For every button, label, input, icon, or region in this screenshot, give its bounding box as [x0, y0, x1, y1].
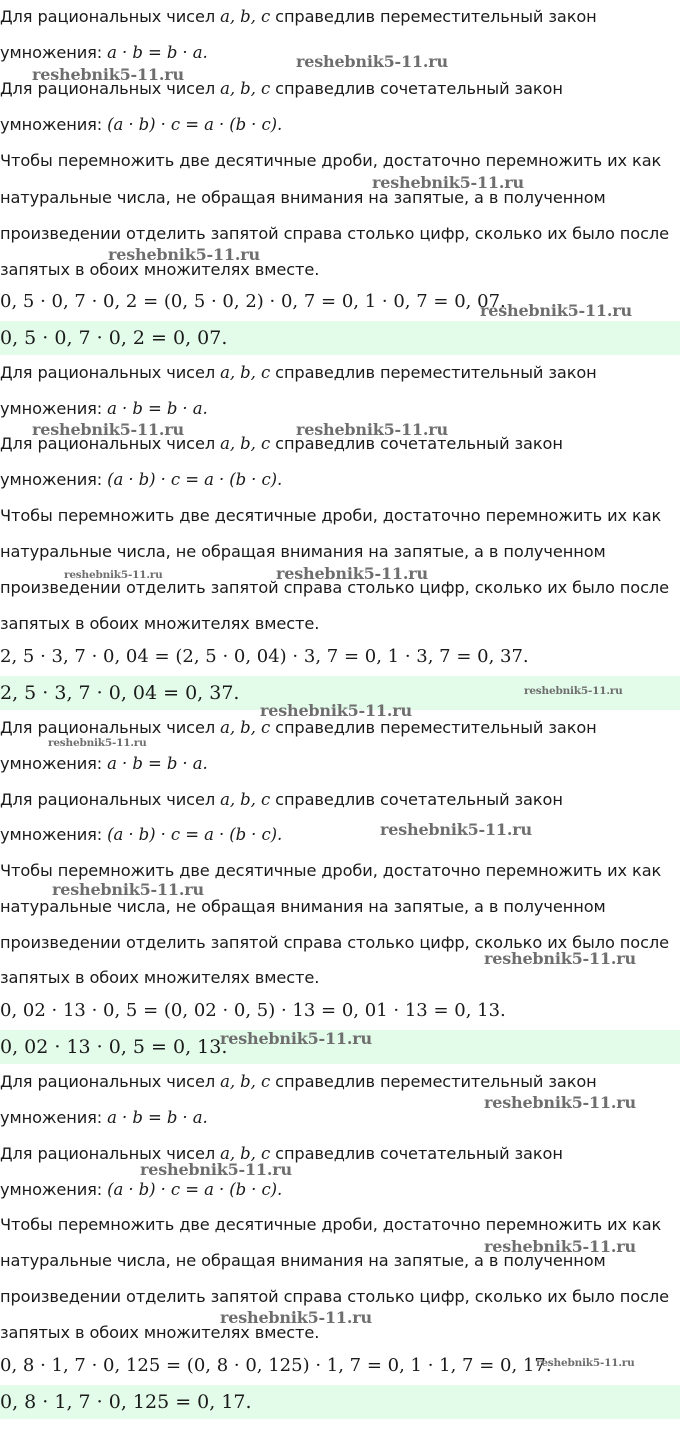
- watermark: reshebnik5-11.ru: [536, 1357, 635, 1369]
- solution-formula: 0, 8 · 1, 7 · 0, 125 = (0, 8 · 0, 125) · 1, 7 = 0, 1 · 1, 7 = 0, 17.: [0, 1355, 552, 1376]
- decimal-rule-line-3: произведении отделить запятой справа столько цифр, сколько их было после: [0, 1287, 669, 1306]
- watermark: reshebnik5-11.ru: [484, 1093, 636, 1112]
- rule-associative-formula-line: умножения: (a · b) · c = a · (b · c).: [0, 115, 283, 134]
- watermark: reshebnik5-11.ru: [52, 880, 204, 899]
- decimal-rule-line-1: Чтобы перемножить две десятичные дроби, достаточно перемножить их как: [0, 1215, 662, 1234]
- decimal-rule-line-1: Чтобы перемножить две десятичные дроби, достаточно перемножить их как: [0, 151, 662, 170]
- watermark: reshebnik5-11.ru: [296, 420, 448, 439]
- rule-associative-line: Для рациональных чисел a, b, c справедлив сочетательный закон: [0, 79, 563, 98]
- rule-associative-line: Для рациональных чисел a, b, c справедлив сочетательный закон: [0, 1144, 563, 1163]
- decimal-rule-line-3: произведении отделить запятой справа столько цифр, сколько их было после: [0, 224, 669, 243]
- watermark: reshebnik5-11.ru: [372, 173, 524, 192]
- answer-box: 2, 5 · 3, 7 · 0, 04 = 0, 37.: [0, 676, 680, 710]
- decimal-rule-line-2: натуральные числа, не обращая внимания на запятые, а в полученном: [0, 897, 606, 916]
- decimal-rule-line-3: произведении отделить запятой справа столько цифр, сколько их было после: [0, 933, 669, 952]
- rule-associative-formula-line: умножения: (a · b) · c = a · (b · c).: [0, 825, 283, 844]
- decimal-rule-line-1: Чтобы перемножить две десятичные дроби, достаточно перемножить их как: [0, 506, 662, 525]
- answer-box: 0, 5 · 0, 7 · 0, 2 = 0, 07.: [0, 321, 680, 355]
- decimal-rule-line-1: Чтобы перемножить две десятичные дроби, достаточно перемножить их как: [0, 861, 662, 880]
- watermark: reshebnik5-11.ru: [140, 1160, 292, 1179]
- decimal-rule-line-2: натуральные числа, не обращая внимания на запятые, а в полученном: [0, 542, 606, 561]
- rule-associative-line: Для рациональных чисел a, b, c справедлив сочетательный закон: [0, 790, 563, 809]
- watermark: reshebnik5-11.ru: [48, 737, 147, 749]
- rule-commutative-formula-line: умножения: a · b = b · a.: [0, 43, 208, 62]
- watermark: reshebnik5-11.ru: [484, 949, 636, 968]
- answer-box: 0, 02 · 13 · 0, 5 = 0, 13.: [0, 1030, 680, 1064]
- decimal-rule-line-4: запятых в обоих множителях вместе.: [0, 968, 320, 987]
- rule-associative-formula-line: умножения: (a · b) · c = a · (b · c).: [0, 470, 283, 489]
- watermark: reshebnik5-11.ru: [220, 1308, 372, 1327]
- watermark: reshebnik5-11.ru: [480, 301, 632, 320]
- rule-commutative-formula-line: умножения: a · b = b · a.: [0, 754, 208, 773]
- rule-commutative-line: Для рациональных чисел a, b, c справедлив переместительный закон: [0, 363, 597, 382]
- decimal-rule-line-3: произведении отделить запятой справа столько цифр, сколько их было после: [0, 578, 669, 597]
- rule-commutative-formula-line: умножения: a · b = b · a.: [0, 1108, 208, 1127]
- decimal-rule-line-4: запятых в обоих множителях вместе.: [0, 260, 320, 279]
- rule-commutative-line: Для рациональных чисел a, b, c справедлив переместительный закон: [0, 1072, 597, 1091]
- rule-associative-line: Для рациональных чисел a, b, c справедлив сочетательный закон: [0, 434, 563, 453]
- watermark: reshebnik5-11.ru: [32, 420, 184, 439]
- decimal-rule-line-2: натуральные числа, не обращая внимания на запятые, а в полученном: [0, 188, 606, 207]
- decimal-rule-line-4: запятых в обоих множителях вместе.: [0, 614, 320, 633]
- watermark: reshebnik5-11.ru: [380, 820, 532, 839]
- decimal-rule-line-2: натуральные числа, не обращая внимания на запятые, а в полученном: [0, 1251, 606, 1270]
- rule-commutative-line: Для рациональных чисел a, b, c справедлив переместительный закон: [0, 718, 597, 737]
- watermark: reshebnik5-11.ru: [260, 701, 412, 720]
- watermark: reshebnik5-11.ru: [524, 685, 623, 697]
- rule-commutative-formula-line: умножения: a · b = b · a.: [0, 399, 208, 418]
- solution-formula: 0, 02 · 13 · 0, 5 = (0, 02 · 0, 5) · 13 = 0, 01 · 13 = 0, 13.: [0, 1000, 506, 1021]
- solution-formula: 2, 5 · 3, 7 · 0, 04 = (2, 5 · 0, 04) · 3, 7 = 0, 1 · 3, 7 = 0, 37.: [0, 646, 529, 667]
- watermark: reshebnik5-11.ru: [64, 569, 163, 581]
- watermark: reshebnik5-11.ru: [220, 1029, 372, 1048]
- watermark: reshebnik5-11.ru: [484, 1237, 636, 1256]
- watermark: reshebnik5-11.ru: [296, 52, 448, 71]
- rule-associative-formula-line: умножения: (a · b) · c = a · (b · c).: [0, 1180, 283, 1199]
- solution-formula: 0, 5 · 0, 7 · 0, 2 = (0, 5 · 0, 2) · 0, 7 = 0, 1 · 0, 7 = 0, 07.: [0, 291, 506, 312]
- rule-commutative-line: Для рациональных чисел a, b, c справедлив переместительный закон: [0, 7, 597, 26]
- watermark: reshebnik5-11.ru: [32, 65, 184, 84]
- watermark: reshebnik5-11.ru: [108, 245, 260, 264]
- decimal-rule-line-4: запятых в обоих множителях вместе.: [0, 1323, 320, 1342]
- answer-box: 0, 8 · 1, 7 · 0, 125 = 0, 17.: [0, 1385, 680, 1419]
- watermark: reshebnik5-11.ru: [276, 564, 428, 583]
